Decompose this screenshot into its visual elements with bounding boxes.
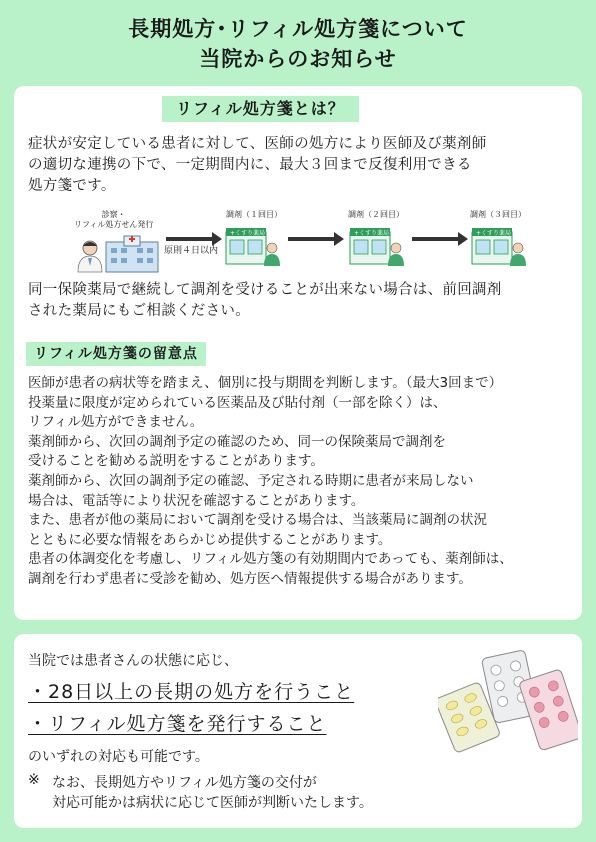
clinic-intro: 当院では患者さんの状態に応じ、 [28, 653, 238, 669]
list-item: 薬剤師から、次回の調剤予定の確認のため、同一の保険薬局で調剤を [28, 433, 446, 450]
svg-text:+くすり薬局: +くすり薬局 [476, 230, 512, 237]
list-item: リフィル処方ができません。 [28, 414, 204, 431]
list-item: 薬剤師から、次回の調剤予定の確認、予定される時期に患者が来局しない [28, 472, 474, 489]
list-item: とともに必要な情報をあらかじめ提供することがあります。 [28, 531, 392, 548]
either-available-text: のいずれの対応も可能です。 [28, 749, 209, 765]
option-long-term-prescription: ・28日以上の長期の処方を行うこと [28, 681, 355, 703]
refill-definition [28, 134, 572, 197]
svg-text:+くすり薬局: +くすり薬局 [354, 230, 390, 237]
interval-label: 原則４日以内 [164, 246, 219, 256]
page-title [0, 14, 596, 74]
list-item: 医師が患者の病状等を踏まえ、個別に投与期間を判断します。（最大3回まで） [28, 375, 503, 391]
pharmacy-icon [470, 224, 526, 266]
note-line-1: なお、長期処方やリフィル処方箋の交付が [52, 775, 317, 791]
pharmacy-icon [348, 224, 404, 266]
option-refill-prescription: ・リフィル処方箋を発行すること [28, 713, 327, 735]
note-line: された薬局にもご相談ください。 [28, 303, 250, 319]
pill-packs-illustration [438, 648, 578, 758]
refill-info-card [14, 86, 582, 620]
list-item: 患者の体調変化を考慮し、リフィル処方箋の有効期間内であっても、薬剤師は、 [28, 551, 513, 568]
notes-heading: リフィル処方箋の留意点 [26, 342, 206, 366]
list-item: また、患者が他の薬局において調剤を受ける場合は、当該薬局に調剤の状況 [28, 512, 487, 529]
definition-line: の適切な連携の下で、一定期間内に、最大３回まで反復利用できる [28, 157, 472, 173]
hospital-doctor-icon [76, 234, 162, 274]
flow-arrow [412, 237, 460, 241]
flow-arrow [166, 237, 214, 241]
dispense-step-3-label: 調剤（３回目） [470, 210, 526, 219]
clinic-notice-card [14, 634, 582, 828]
refill-heading: リフィル処方箋とは？ [162, 96, 359, 122]
note-mark: ※ [28, 772, 40, 788]
list-item: 場合は、電話等により状況を確認することがあります。 [28, 492, 365, 509]
title-line-2: 当院からのお知らせ [199, 47, 397, 71]
dispense-step-2-label: 調剤（２回目） [348, 210, 404, 219]
definition-line: 症状が安定している患者に対して、医師の処方により医師及び薬剤師 [28, 136, 487, 152]
flow-start-label: 診察・ リフィル処方せん発行 [74, 210, 154, 229]
list-item: 調剤を行わず患者に受診を勧め、処方医へ情報提供する場合があります。 [28, 570, 472, 587]
dispense-step-1-label: 調剤（１回目） [226, 210, 282, 219]
list-item: 投薬量に限度が定められている医薬品及び貼付剤（一部を除く）は、 [28, 394, 447, 411]
title-line-1: 長期処方･リフィル処方箋について [128, 17, 468, 41]
note-line: 同一保険薬局で継続して調剤を受けることが出来ない場合は、前回調剤 [28, 282, 502, 298]
pharmacy-icon [224, 224, 280, 266]
same-pharmacy-note [28, 280, 572, 322]
note-line-2: 対応可能かは病状に応じて医師が判断いたします。 [52, 795, 373, 811]
refill-flow-diagram [14, 206, 582, 276]
svg-text:+くすり薬局: +くすり薬局 [230, 230, 266, 237]
flow-arrow [288, 237, 336, 241]
notes-list [28, 374, 572, 590]
definition-line: 処方箋です。 [28, 178, 116, 194]
list-item: 受けることを勧める説明をすることがあります。 [28, 453, 324, 470]
